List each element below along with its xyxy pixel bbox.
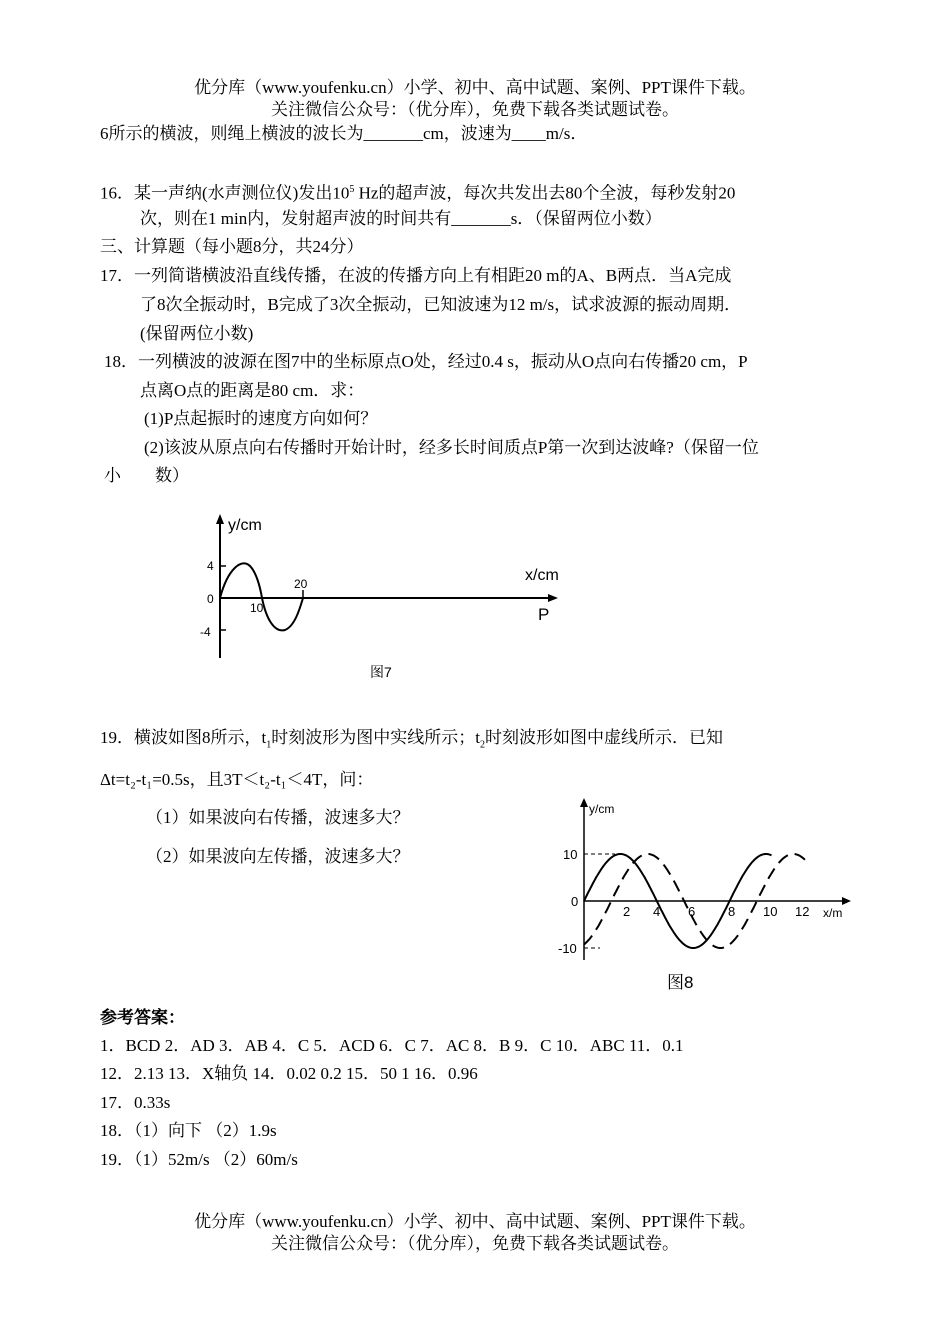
fig8-xtick-10: 10 <box>763 904 778 919</box>
q16-line-2: 次，则在1 min内，发射超声波的时间共有_______s．（保留两位小数） <box>140 209 662 228</box>
footer-line-1: 优分库（www.youfenku.cn）小学、初中、高中试题、案例、PPT课件下载。 <box>194 1212 756 1231</box>
fig7-wave <box>220 563 303 630</box>
q18-line-5: 小 数） <box>104 466 189 485</box>
fig8-xtick-8: 8 <box>728 904 736 919</box>
header-line-2: 关注微信公众号：（优分库），免费下载各类试题试卷。 <box>271 100 679 119</box>
fig8-y-arrow <box>580 798 588 807</box>
fig8-label-m10: -10 <box>558 941 577 956</box>
fig7-x-label: x/cm <box>525 567 559 584</box>
fig7-label-4: 4 <box>207 559 214 573</box>
q18-line-2: 点离O点的距离是80 cm．求： <box>140 381 365 400</box>
q18-line-4: (2)该波从原点向右传播时开始计时，经多长时间质点P第一次到达波峰?（保留一位 <box>144 438 759 457</box>
answers-line-5: 19．（1）52m/s （2）60m/s <box>100 1150 298 1169</box>
fig7-x-arrow <box>548 594 558 602</box>
fig8-y-label: y/cm <box>589 802 615 816</box>
q17-line-3: (保留两位小数) <box>140 324 254 343</box>
answers-line-4: 18．（1）向下 （2）1.9s <box>100 1121 277 1140</box>
fig8-x-label: x/m <box>823 906 843 920</box>
fig7-label-0: 0 <box>207 592 214 606</box>
q18-line-3: (1)P点起振时的速度方向如何？ <box>144 409 378 428</box>
answers-line-1: 1．BCD 2．AD 3．AB 4．C 5．ACD 6．C 7．AC 8．B 9．C 10．ABC 11．0.1 <box>100 1036 684 1055</box>
fig8-xtick-6: 6 <box>688 904 696 919</box>
q16-line-1: 16．某一声纳(水声测位仪)发出$10^5$ Hz的超声波，每次共发出去80个全波，每秒发射20 <box>100 183 736 203</box>
fig7-label-20: 20 <box>294 577 308 591</box>
answers-line-3: 17．0.33s <box>100 1093 171 1112</box>
figure-8 <box>555 795 860 1000</box>
fig8-xtick-2: 2 <box>623 904 631 919</box>
fig8-label-10: 10 <box>563 847 578 862</box>
fig8-caption: 图8 <box>667 973 694 992</box>
answers-line-2: 12．2.13 13．X轴负 14．0.02 0.2 15．50 1 16．0.96 <box>100 1064 478 1083</box>
q19-line-2: Δt=t₂-t₁=0.5s，且3T＜t₂-t₁＜4T，问： <box>100 770 374 789</box>
fig7-point-p: P <box>538 605 550 624</box>
fig8-xtick-12: 12 <box>795 904 810 919</box>
q17-line-1: 17．一列简谐横波沿直线传播，在波的传播方向上有相距20 m的A、B两点．当A完成 <box>100 266 732 285</box>
section-3-title: 三、计算题（每小题8分，共24分） <box>100 237 364 256</box>
q19-sub-2: （2）如果波向左传播，波速多大？ <box>146 847 410 866</box>
footer-line-2: 关注微信公众号：（优分库），免费下载各类试题试卷。 <box>271 1234 679 1253</box>
fig7-y-label: y/cm <box>228 517 262 534</box>
fig8-x-arrow <box>842 897 851 905</box>
answers-title: 参考答案： <box>100 1008 185 1027</box>
fig7-label-10: 10 <box>250 601 264 615</box>
fig8-label-0: 0 <box>571 894 579 909</box>
fig8-xtick-4: 4 <box>653 904 661 919</box>
q19-line-1: 19．横波如图8所示，$t_1$时刻波形为图中实线所示；$t_2$时刻波形如图中虚线所示．已知 <box>100 728 723 751</box>
q19-sub-1: （1）如果波向右传播，波速多大？ <box>146 808 410 827</box>
fig7-caption: 图7 <box>370 664 392 680</box>
q17-line-2: 了8次全振动时，B完成了3次全振动，已知波速为12 m/s，试求波源的振动周期． <box>140 295 742 314</box>
fig7-label-m4: -4 <box>200 625 211 639</box>
q18-line-1: 18．一列横波的波源在图7中的坐标原点O处，经过0.4 s，振动从O点向右传播20 cm，P <box>104 352 748 371</box>
header-line-1: 优分库（www.youfenku.cn）小学、初中、高中试题、案例、PPT课件下载。 <box>194 78 756 97</box>
q15-tail: 6所示的横波，则绳上横波的波长为_______cm，波速为____m/s． <box>100 124 588 143</box>
figure-7 <box>190 508 580 688</box>
fig7-y-arrow <box>216 514 224 524</box>
